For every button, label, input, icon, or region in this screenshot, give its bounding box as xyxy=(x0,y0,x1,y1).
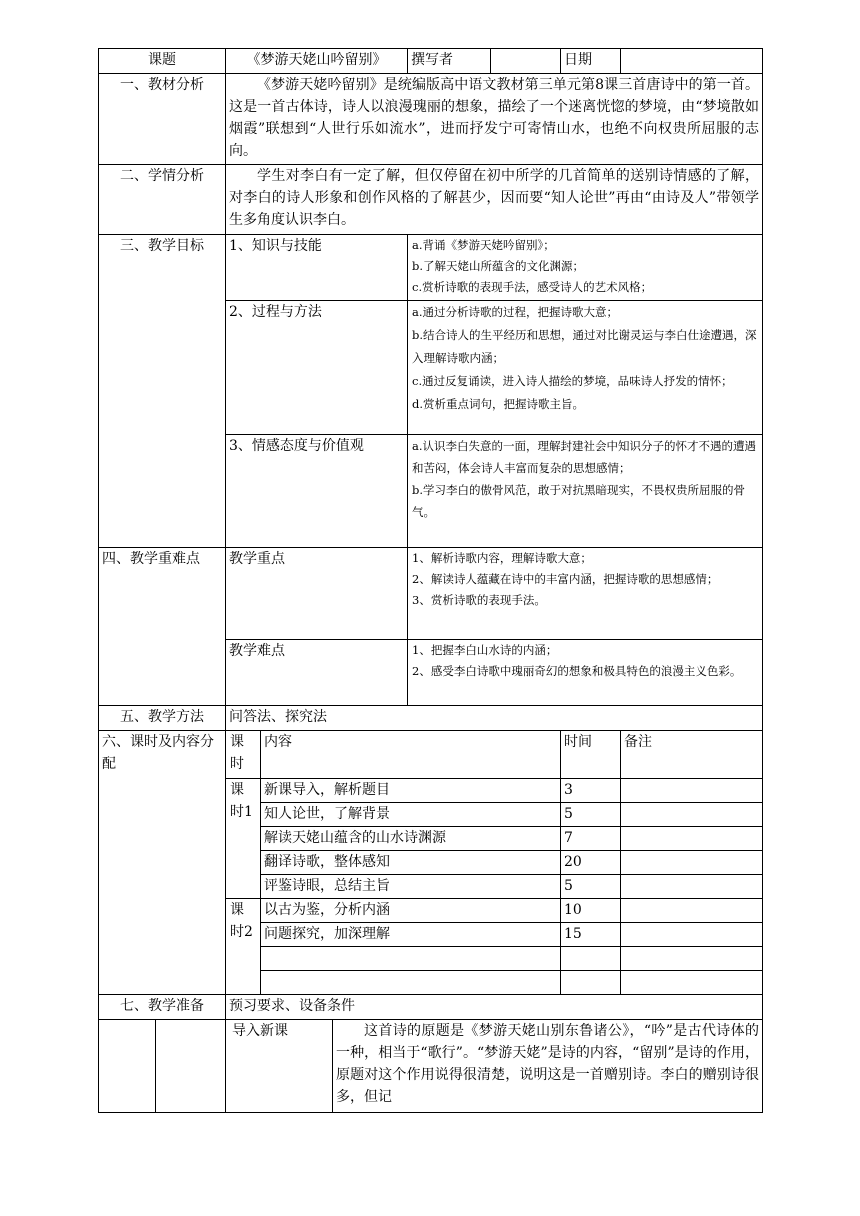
schedule-col-time: 时间 xyxy=(561,731,621,779)
objective-items xyxy=(408,235,763,301)
learner-analysis-label: 二、学情分析 xyxy=(99,165,226,235)
schedule-content: 解读天姥山蕴含的山水诗渊源 xyxy=(261,827,561,851)
schedule-content: 以古为鉴，分析内涵 xyxy=(261,899,561,923)
schedule-note xyxy=(621,923,763,947)
material-analysis-text: 《梦游天姥吟留别》是统编版高中语文教材第三单元第8课三首唐诗中的第一首。这是一首古体诗，诗人以浪漫瑰丽的想象，描绘了一个迷离恍惚的梦境，由“梦境散如烟霞”联想到“人世行乐如流水”，进而抒发宁可寄情山水，也绝不向权贵所屈服的志向。 xyxy=(226,74,763,165)
objective-item: d.赏析重点词句，把握诗歌主旨。 xyxy=(412,397,585,411)
objective-item: b.结合诗人的生平经历和思想，通过对比谢灵运与李白仕途遭遇，深入理解诗歌内涵； xyxy=(412,328,757,365)
schedule-col-content: 内容 xyxy=(261,731,561,779)
schedule-content: 新课导入，解析题目 xyxy=(261,779,561,803)
objective-item: a.通过分析诗歌的过程，把握诗歌大意； xyxy=(412,305,619,319)
material-analysis-label: 一、教材分析 xyxy=(99,74,226,165)
process-row xyxy=(99,1020,763,1113)
schedule-note xyxy=(621,827,763,851)
methods-row xyxy=(99,706,763,731)
schedule-time: 20 xyxy=(561,851,621,875)
key-point-item: 2、感受李白诗歌中瑰丽奇幻的想象和极具特色的浪漫主义色彩。 xyxy=(412,664,742,678)
schedule-time xyxy=(561,971,621,995)
preparation-label: 七、教学准备 xyxy=(99,995,226,1020)
key-point-name: 教学难点 xyxy=(226,640,408,706)
date-value xyxy=(621,49,763,74)
date-label: 日期 xyxy=(561,49,621,74)
schedule-time: 10 xyxy=(561,899,621,923)
objective-item: c.通过反复诵读，进入诗人描绘的梦境，品味诗人抒发的情怀； xyxy=(412,374,733,388)
learner-analysis-row xyxy=(99,165,763,235)
schedule-note xyxy=(621,971,763,995)
methods-label: 五、教学方法 xyxy=(99,706,226,731)
schedule-note xyxy=(621,947,763,971)
header-row xyxy=(99,49,763,74)
schedule-note xyxy=(621,899,763,923)
schedule-note xyxy=(621,803,763,827)
schedule-time: 5 xyxy=(561,875,621,899)
material-analysis-row xyxy=(99,74,763,165)
process-blank-cell xyxy=(99,1020,156,1113)
key-point-item: 1、解析诗歌内容，理解诗歌大意； xyxy=(412,551,592,565)
objective-row-knowledge xyxy=(99,235,763,301)
key-point-item: 2、解读诗人蕴藏在诗中的丰富内涵，把握诗歌的思想感情； xyxy=(412,572,719,586)
schedule-content: 评鉴诗眼，总结主旨 xyxy=(261,875,561,899)
process-step: 导入新课 xyxy=(226,1020,333,1113)
objective-item: b.了解天姥山所蕴含的文化渊源； xyxy=(412,259,585,273)
schedule-label: 六、课时及内容分配 xyxy=(99,731,226,995)
key-point-name: 教学重点 xyxy=(226,548,408,640)
process-text: 这首诗的原题是《梦游天姥山别东鲁诸公》，“吟”是古代诗体的一种，相当于“歌行”。“梦游天姥”是诗的内容，“留别”是诗的作用，原题对这个作用说得很清楚，说明这是一首赠别诗。李白的赠别诗很多，但记 xyxy=(333,1020,763,1113)
schedule-time: 15 xyxy=(561,923,621,947)
objective-item: a.认识李白失意的一面，理解封建社会中知识分子的怀才不遇的遭遇和苦闷，体会诗人丰富而复杂的思想感情； xyxy=(412,439,757,475)
schedule-content: 翻译诗歌，整体感知 xyxy=(261,851,561,875)
key-points-label: 四、教学重难点 xyxy=(99,548,226,706)
schedule-content xyxy=(261,971,561,995)
schedule-content: 问题探究，加深理解 xyxy=(261,923,561,947)
schedule-header-row xyxy=(99,731,763,779)
preparation-text: 预习要求、设备条件 xyxy=(226,995,763,1020)
methods-text: 问答法、探究法 xyxy=(226,706,763,731)
schedule-time: 7 xyxy=(561,827,621,851)
schedule-period-2: 课时2 xyxy=(226,899,261,995)
key-point-item: 1、把握李白山水诗的内涵； xyxy=(412,643,558,657)
author-value xyxy=(491,49,561,74)
objective-name: 1、知识与技能 xyxy=(226,235,408,301)
objective-item: a.背诵《梦游天姥吟留别》； xyxy=(412,238,555,252)
topic-label: 课题 xyxy=(99,49,226,74)
key-point-items xyxy=(408,640,763,706)
objective-name: 2、过程与方法 xyxy=(226,301,408,435)
process-blank-cell xyxy=(156,1020,226,1113)
preparation-row xyxy=(99,995,763,1020)
objectives-label: 三、教学目标 xyxy=(99,235,226,548)
author-label: 撰写者 xyxy=(408,49,491,74)
key-point-items xyxy=(408,548,763,640)
key-point-item: 3、赏析诗歌的表现手法。 xyxy=(412,593,546,607)
objective-item: c.赏析诗歌的表现手法，感受诗人的艺术风格； xyxy=(412,280,653,294)
learner-analysis-text: 学生对李白有一定了解，但仅停留在初中所学的几首简单的送别诗情感的了解，对李白的诗人形象和创作风格的了解甚少，因而要“知人论世”再由“由诗及人”带领学生多角度认识李白。 xyxy=(226,165,763,235)
schedule-content: 知人论世，了解背景 xyxy=(261,803,561,827)
schedule-note xyxy=(621,875,763,899)
schedule-time: 5 xyxy=(561,803,621,827)
lesson-plan-table xyxy=(98,48,763,1113)
topic-value: 《梦游天姥山吟留别》 xyxy=(226,49,408,74)
objective-items xyxy=(408,301,763,435)
schedule-time: 3 xyxy=(561,779,621,803)
schedule-note xyxy=(621,851,763,875)
schedule-col-period: 课时 xyxy=(226,731,261,779)
schedule-time xyxy=(561,947,621,971)
objective-item: b.学习李白的傲骨风范，敢于对抗黑暗现实，不畏权贵所屈服的骨气。 xyxy=(412,483,746,519)
objective-name: 3、情感态度与价值观 xyxy=(226,435,408,548)
schedule-period-1: 课时1 xyxy=(226,779,261,899)
schedule-content xyxy=(261,947,561,971)
objective-items xyxy=(408,435,763,548)
schedule-col-note: 备注 xyxy=(621,731,763,779)
key-point-row xyxy=(99,548,763,640)
schedule-note xyxy=(621,779,763,803)
